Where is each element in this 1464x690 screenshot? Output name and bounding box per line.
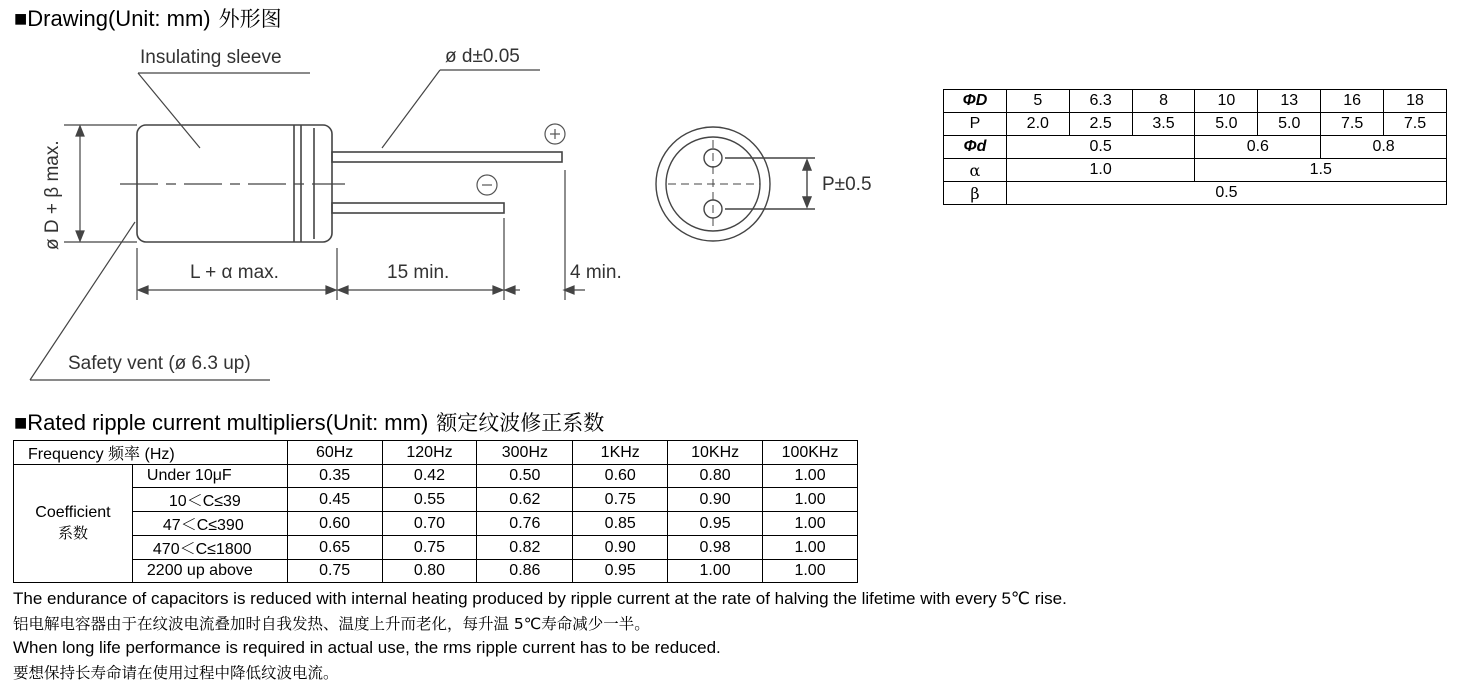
coefficient-cell: 0.90 [668, 488, 763, 512]
table-cell: 5.0 [1195, 113, 1258, 136]
table-cell: 1.5 [1195, 159, 1447, 182]
coefficient-label-en: Coefficient [35, 504, 111, 521]
frequency-cell: 100KHz [763, 441, 858, 465]
table-row [14, 536, 858, 560]
body-diameter-label: ø D + β max. [42, 140, 63, 250]
row-label: P [944, 113, 1007, 136]
pitch-label: P±0.5 [822, 174, 872, 195]
capacitor-side-view [120, 125, 345, 242]
note-ripple-cn: 要想保持长寿命请在使用过程中降低纹波电流。 [13, 664, 339, 682]
table-cell: 0.5 [1006, 182, 1446, 205]
lead-diameter-label: ø d±0.05 [445, 46, 520, 67]
table-row [944, 159, 1447, 182]
coefficient-cell: 0.42 [382, 465, 477, 488]
dimension-table [943, 89, 1447, 205]
lead-length-label: 15 min. [387, 262, 450, 283]
coefficient-cell: 1.00 [763, 465, 858, 488]
capacitor-drawing [0, 30, 900, 390]
length-label: L + α max. [190, 262, 279, 283]
frequency-cell: 60Hz [287, 441, 382, 465]
table-row [944, 90, 1447, 113]
ripple-heading [14, 410, 604, 436]
coefficient-cell: 0.45 [287, 488, 382, 512]
table-cell: 5.0 [1258, 113, 1321, 136]
table-cell: 5 [1006, 90, 1069, 113]
table-cell: 16 [1321, 90, 1384, 113]
coefficient-cell: 0.75 [382, 536, 477, 560]
coefficient-cell: 1.00 [763, 536, 858, 560]
coefficient-cell: 0.35 [287, 465, 382, 488]
table-cell: 0.8 [1321, 136, 1447, 159]
row-label: ΦD [944, 90, 1007, 113]
table-row [944, 113, 1447, 136]
table-cell: 1.0 [1006, 159, 1195, 182]
lead-dia-leader [382, 70, 440, 148]
coefficient-cell: 1.00 [763, 560, 858, 583]
capacitor-end-view [656, 127, 815, 241]
table-cell: 7.5 [1321, 113, 1384, 136]
coefficient-cell: 1.00 [668, 560, 763, 583]
coefficient-cell: 0.95 [668, 512, 763, 536]
coefficient-cell: 0.65 [287, 536, 382, 560]
sleeve-leader [138, 73, 200, 148]
frequency-cell: 300Hz [477, 441, 573, 465]
table-row [14, 465, 858, 488]
coefficient-cell: 0.86 [477, 560, 573, 583]
coefficient-label-cn: 系数 [57, 524, 88, 542]
table-cell: 8 [1132, 90, 1195, 113]
coefficient-cell: 0.70 [382, 512, 477, 536]
coefficient-cell: 0.98 [668, 536, 763, 560]
drawing-heading-text: ■Drawing(Unit: mm) [14, 6, 211, 31]
coefficient-cell: 0.55 [382, 488, 477, 512]
coefficient-cell: 0.85 [573, 512, 668, 536]
safety-vent-label: Safety vent (ø 6.3 up) [68, 353, 251, 374]
table-row [14, 512, 858, 536]
coefficient-cell: 0.75 [573, 488, 668, 512]
note-ripple-en: When long life performance is required in actual use, the rms ripple current has to be reduced. [13, 638, 721, 657]
table-cell: 6.3 [1069, 90, 1132, 113]
table-cell: 0.6 [1195, 136, 1321, 159]
coefficient-cell: 0.60 [287, 512, 382, 536]
coefficient-cell: 0.82 [477, 536, 573, 560]
capacitance-range: 470＜C≤1800 [132, 536, 287, 560]
ripple-heading-cn: 额定纹波修正系数 [436, 411, 605, 435]
table-cell: 0.5 [1006, 136, 1195, 159]
coefficient-cell: 0.76 [477, 512, 573, 536]
frequency-cell: 10KHz [668, 441, 763, 465]
coefficient-cell: 0.75 [287, 560, 382, 583]
lead-offset-label: 4 min. [570, 262, 622, 283]
capacitance-range: 2200 up above [132, 560, 287, 583]
minus-mark-icon [477, 175, 497, 195]
table-cell: 18 [1384, 90, 1447, 113]
insulating-sleeve-label: Insulating sleeve [140, 47, 282, 68]
lead-positive [332, 152, 562, 162]
coefficient-cell: 0.80 [668, 465, 763, 488]
row-label: Φd [944, 136, 1007, 159]
ripple-heading-text: ■Rated ripple current multipliers(Unit: mm) [14, 410, 429, 435]
lead-negative [332, 203, 504, 213]
row-label: β [944, 182, 1007, 205]
coefficient-cell: 0.95 [573, 560, 668, 583]
table-cell: 10 [1195, 90, 1258, 113]
note-endurance-en: The endurance of capacitors is reduced with internal heating produced by ripple current at the rate of halving the lifetime with every 5℃ rise. [13, 589, 1067, 608]
capacitance-range: 47＜C≤390 [132, 512, 287, 536]
coefficient-cell: 0.90 [573, 536, 668, 560]
note-endurance-cn: 铝电解电容器由于在纹波电流叠加时自我发热、温度上升而老化，每升温 5℃寿命减少一半。 [13, 615, 650, 633]
ripple-table [13, 440, 858, 583]
frequency-header: Frequency 频率 (Hz) [14, 441, 288, 465]
table-cell: 2.0 [1006, 113, 1069, 136]
table-cell: 13 [1258, 90, 1321, 113]
table-row [944, 182, 1447, 205]
coefficient-cell: 0.80 [382, 560, 477, 583]
coefficient-cell: 0.60 [573, 465, 668, 488]
table-row [14, 560, 858, 583]
coefficient-cell: 0.62 [477, 488, 573, 512]
capacitance-range: 10＜C≤39 [132, 488, 287, 512]
frequency-cell: 120Hz [382, 441, 477, 465]
coefficient-cell: 0.50 [477, 465, 573, 488]
row-label: α [944, 159, 1007, 182]
plus-mark-icon [545, 124, 565, 144]
table-header-row [14, 441, 858, 465]
drawing-heading [14, 6, 282, 32]
capacitor-leads [332, 152, 562, 213]
coefficient-label [14, 465, 133, 583]
coefficient-cell: 1.00 [763, 512, 858, 536]
table-cell: 7.5 [1384, 113, 1447, 136]
table-row [14, 488, 858, 512]
table-cell: 3.5 [1132, 113, 1195, 136]
frequency-cell: 1KHz [573, 441, 668, 465]
table-row [944, 136, 1447, 159]
drawing-heading-cn: 外形图 [218, 7, 282, 31]
capacitance-range: Under 10μF [132, 465, 287, 488]
coefficient-cell: 1.00 [763, 488, 858, 512]
table-cell: 2.5 [1069, 113, 1132, 136]
